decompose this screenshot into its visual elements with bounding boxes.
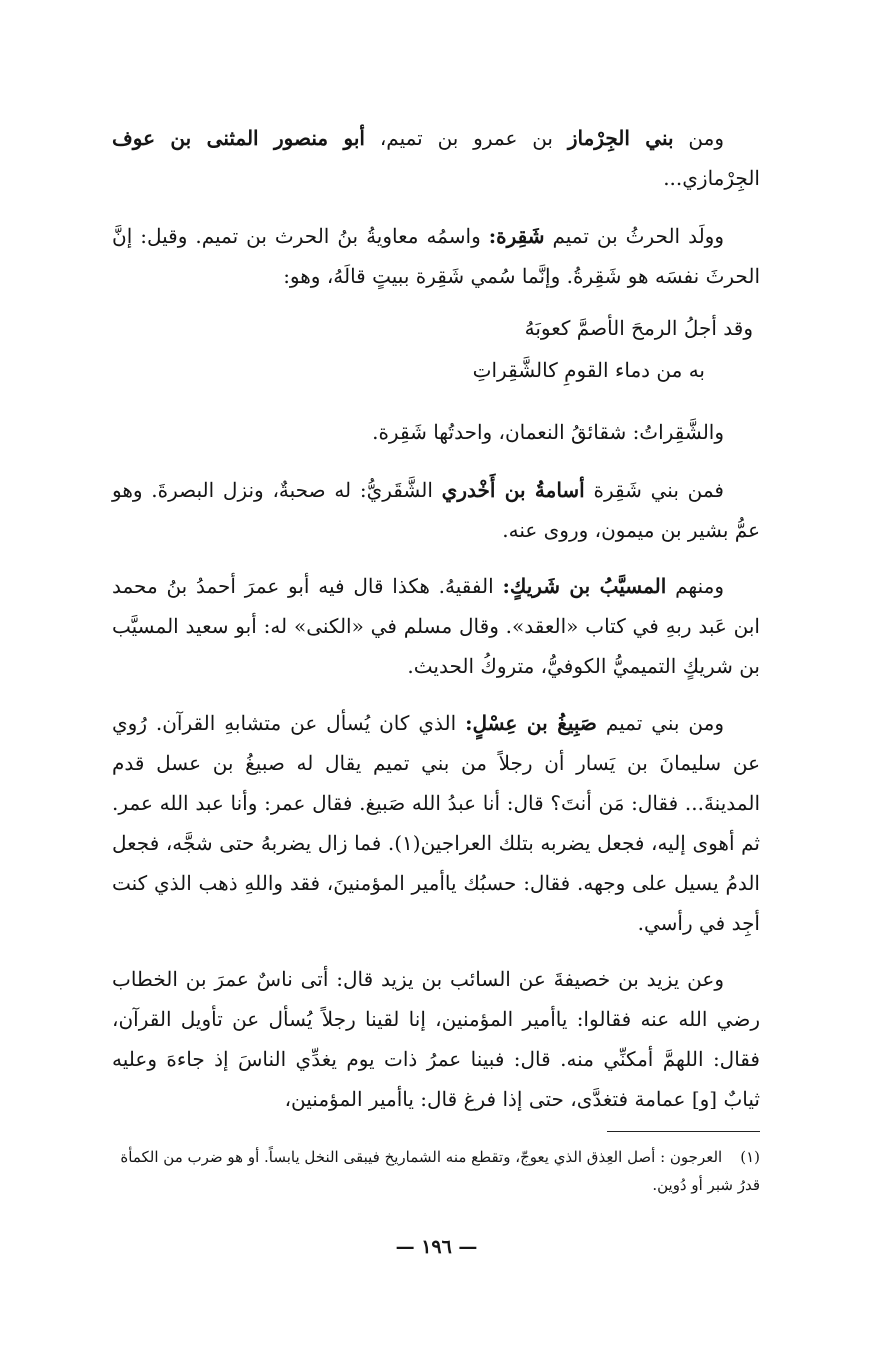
text-run: والشَّقِراتُ: شقائقُ النعمان، واحدتُها شَقِرة.	[372, 420, 724, 444]
bold-name: بني الجِرْماز	[567, 126, 674, 150]
paragraph-musayyab	[112, 566, 760, 686]
text-run: ومن	[673, 126, 724, 150]
footnote-text: العرجون : أصل العِذق الذي يعوجّ، وتقطع منه الشماريخ فيبقى النخل يابساً. أو هو ضرب من الكمأة قدرُ شبر أو دُوين.	[120, 1148, 760, 1194]
verse-hemistich-2: به من دماء القومِ كالشَّقِراتِ	[472, 358, 705, 382]
paragraph-yazid	[112, 959, 760, 1119]
text-run: الذي كان يُسأل عن متشابهِ القرآن. رُوي عن سليمانَ بن يَسار أن رجلاً من بني تميم يقال له صبيغُ بن عسل قدم المدينةَ... فقال: مَن أنتَ؟ قال: أنا عبدُ الله صَبيغ. فقال عمر: وأنا عبد الله عمر. ثم أهوى إليه، فجعل يضربه بتلك العراجين(١). فما زال يضربهُ حتى شجَّه، فجعل الدمُ يسيل على وجهه. فقال: حسبُك ياأمير المؤمنينَ، فقد واللهِ ذهب الذي كنت أجِد في رأسي.	[112, 711, 760, 935]
text-run: فمن بني شَقِرة	[584, 478, 724, 502]
text-run: الفقيهُ. هكذا قال فيه أبو عمرَ أحمدُ بنُ محمد ابن عَبد ربهِ في كتاب «العقد». وقال مسلم في «الكنى» له: أبو سعيد المسيَّب بن شريكٍ التميميُّ الكوفيُّ، متروكُ الحديث.	[112, 574, 760, 678]
text-run: ومن بني تميم	[596, 711, 724, 735]
text-run: وعن يزيد بن خصيفةَ عن السائب بن يزيد قال: أتى ناسٌ عمرَ بن الخطاب رضي الله عنه فقالوا: ياأمير المؤمنين، إنا لقينا رجلاً يُسأل عن تأويل القرآن، فقال: اللهمَّ أمكنِّي منه. قال: فبينا عمرُ ذات يوم يغدِّي الناسَ إذ جاءهَ وعليه ثيابٌ [و] عمامة فتغدَّى، حتى إذا فرغ قال: ياأمير المؤمنين،	[112, 967, 760, 1111]
text-run: الجِرْمازي...	[663, 166, 760, 190]
text-run: وولَد الحرثُ بن تميم	[544, 224, 724, 248]
text-run: واسمُه معاويةُ بنُ الحرث بن تميم. وقيل: إنَّ الحرثَ نفسَه هو شَقِرةُ. وإنَّما سُمي شَقِرة ببيتٍ قالَهُ، وهو:	[112, 224, 760, 288]
bold-name: صَبِيغُ بن عِسْلٍ:	[465, 711, 597, 735]
bold-name: المسيَّبُ بن شَريكٍ:	[502, 574, 667, 598]
page-number: — ١٩٦ —	[395, 1236, 478, 1258]
bold-name: شَقِرة:	[488, 224, 545, 248]
verse-hemistich-1: وقد أجلُ الرمحَ الأصمَّ كعوبَهُ	[524, 316, 753, 340]
paragraph-usama	[112, 470, 760, 550]
paragraph-shaqirat	[112, 412, 760, 452]
text-run: الشَّقَريُّ: له صحبةٌ، ونزل البصرةَ. وهو عمُّ بشير بن ميمون، وروى عنه.	[112, 478, 760, 542]
paragraph-jirmaz	[112, 118, 760, 198]
paragraph-sabigh	[112, 703, 760, 943]
footnote-number: (١)	[740, 1148, 760, 1166]
paragraph-shaqira	[112, 216, 760, 296]
footnote-divider	[607, 1131, 760, 1132]
text-run: ومنهم	[666, 574, 725, 598]
bold-name: أبو منصور المثنى بن عوف	[112, 126, 365, 150]
footnote	[112, 1143, 760, 1199]
bold-name: أسامةُ بن أَخْدري	[441, 478, 585, 502]
text-run: بن عمرو بن تميم،	[365, 126, 568, 150]
